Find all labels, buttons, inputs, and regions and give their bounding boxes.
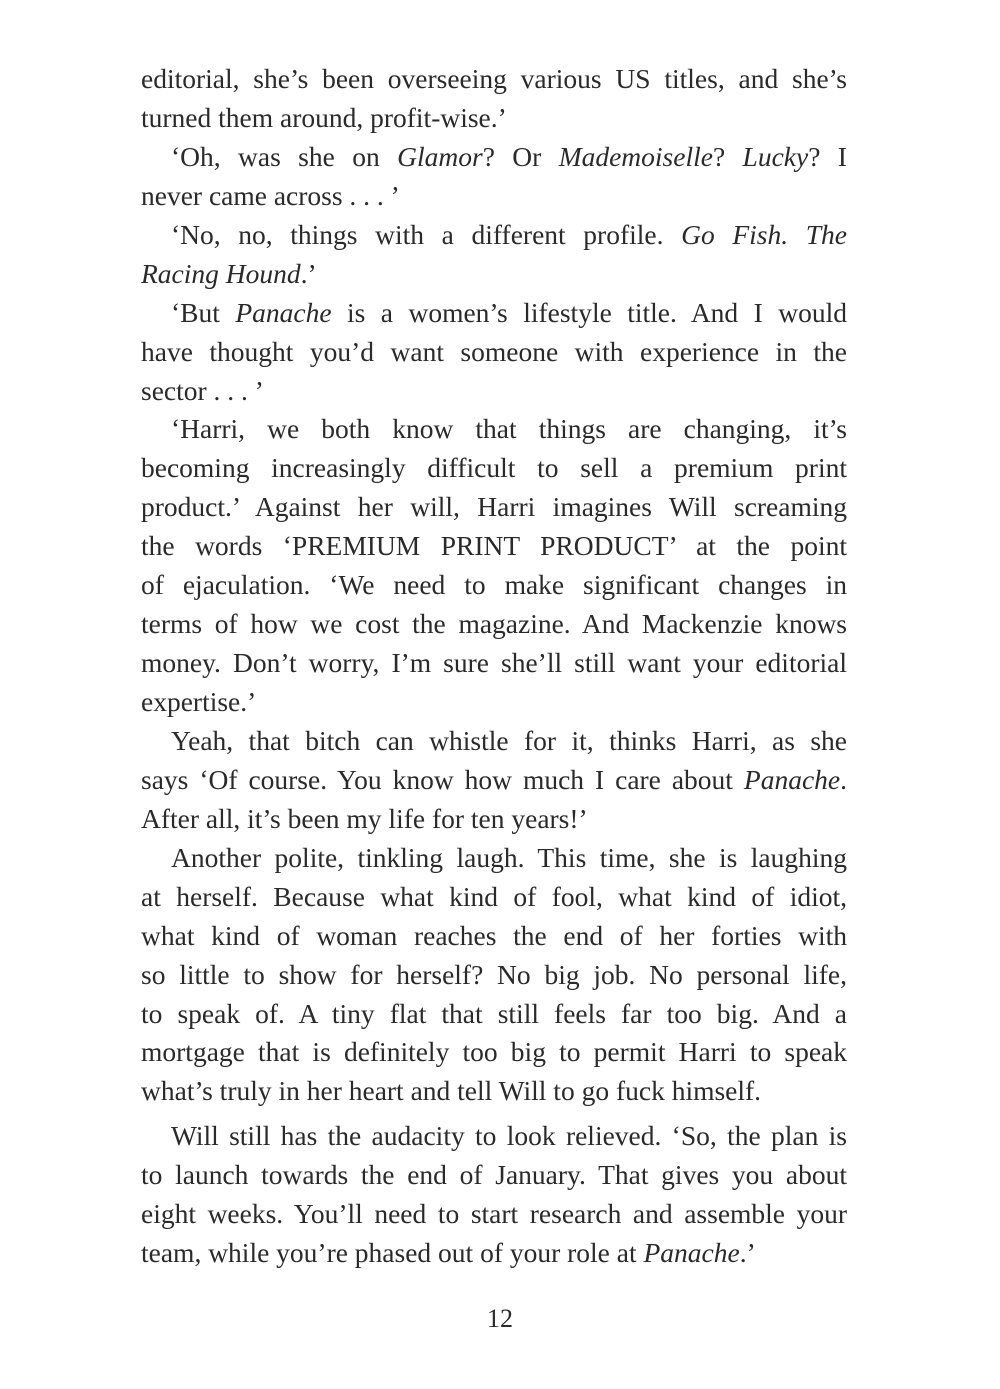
text-segment: Will still has the audacity to look relieved. ‘So, the plan is — [171, 1120, 847, 1152]
text-line — [141, 527, 847, 566]
text-segment: ‘Harri, we both know that things are changing, it’s — [171, 413, 847, 445]
text-segment: says ‘Of course. You know how much I care about — [141, 763, 744, 795]
text-segment: ? — [712, 140, 743, 172]
text-line — [141, 216, 847, 255]
text-line — [141, 294, 847, 333]
text-line — [141, 839, 847, 878]
italic-text: Glamor — [397, 140, 483, 172]
text-line — [141, 917, 847, 956]
text-segment: money. Don’t worry, I’m sure she’ll still want your editorial — [141, 647, 847, 679]
text-line — [141, 1156, 847, 1195]
text-line — [141, 722, 847, 761]
text-segment: what’s truly in her heart and tell Will to go fuck himself. — [141, 1075, 762, 1107]
italic-text: Racing Hound — [141, 257, 301, 289]
text-segment: turned them around, profit-wise.’ — [141, 101, 507, 133]
text-line — [141, 410, 847, 449]
text-line — [141, 956, 847, 995]
text-segment: at herself. Because what kind of fool, what kind of idiot, — [141, 880, 847, 912]
text-line — [141, 1033, 847, 1072]
italic-text: Go Fish. The — [681, 218, 847, 250]
text-segment: eight weeks. You’ll need to start research and assemble your — [141, 1198, 847, 1230]
text-segment: product.’ Against her will, Harri imagines Will screaming — [141, 491, 847, 523]
text-segment: Yeah, that bitch can whistle for it, thinks Harri, as she — [171, 724, 847, 756]
text-line — [141, 99, 847, 138]
text-line — [141, 60, 847, 99]
text-segment: becoming increasingly difficult to sell a premium print — [141, 452, 847, 484]
text-line — [141, 1234, 847, 1273]
text-line — [141, 1072, 847, 1111]
text-segment: of ejaculation. ‘We need to make significant changes in — [141, 569, 847, 601]
text-line — [141, 566, 847, 605]
text-segment: have thought you’d want someone with experience in the — [141, 335, 847, 367]
italic-text: Lucky — [742, 140, 809, 172]
text-line — [141, 488, 847, 527]
page-number: 12 — [487, 1304, 513, 1333]
text-segment: is a women’s lifestyle title. And I would — [331, 296, 847, 328]
text-segment: After all, it’s been my life for ten years!’ — [141, 802, 588, 834]
text-segment: ‘No, no, things with a different profile. — [171, 218, 682, 250]
text-segment: ? I — [808, 140, 847, 172]
text-line — [141, 644, 847, 683]
body-text — [141, 60, 847, 1273]
text-line — [141, 683, 847, 722]
text-segment: sector . . . ’ — [141, 374, 264, 406]
italic-text: Panache — [643, 1237, 740, 1269]
text-segment: team, while you’re phased out of your role at — [141, 1237, 644, 1269]
text-line — [141, 1195, 847, 1234]
text-segment: Another polite, tinkling laugh. This time, she is laughing — [171, 841, 847, 873]
italic-text: Mademoiselle — [558, 140, 713, 172]
text-segment: ‘Oh, was she on — [171, 140, 398, 172]
text-line — [141, 333, 847, 372]
text-segment: expertise.’ — [141, 686, 257, 717]
text-segment: editorial, she’s been overseeing various US titles, and she’s — [141, 63, 847, 94]
text-line — [141, 605, 847, 644]
text-line — [141, 449, 847, 488]
text-line — [141, 177, 847, 216]
text-segment: mortgage that is definitely too big to permit Harri to speak — [141, 1036, 847, 1068]
text-segment: terms of how we cost the magazine. And Mackenzie knows — [141, 608, 847, 640]
text-segment: so little to show for herself? No big job. No personal life, — [141, 958, 847, 990]
text-segment: to launch towards the end of January. That gives you about — [141, 1159, 847, 1191]
text-line — [141, 761, 847, 800]
text-line — [141, 800, 847, 839]
text-segment: .’ — [300, 257, 317, 289]
italic-text: Panache — [743, 763, 841, 795]
text-segment: ? Or — [482, 140, 559, 172]
text-line — [141, 1117, 847, 1156]
italic-text: Panache — [235, 296, 332, 328]
text-segment: .’ — [739, 1237, 756, 1269]
text-segment: what kind of woman reaches the end of her forties with — [141, 919, 847, 951]
text-line — [141, 372, 847, 411]
text-segment: the words ‘PREMIUM PRINT PRODUCT’ at the point — [141, 530, 847, 562]
text-segment: ‘But — [171, 296, 236, 328]
text-line — [141, 255, 847, 294]
text-line — [141, 138, 847, 177]
text-segment: . — [840, 763, 847, 795]
text-line — [141, 878, 847, 917]
text-segment: to speak of. A tiny flat that still feels far too big. And a — [141, 997, 847, 1029]
text-line — [141, 995, 847, 1034]
text-segment: never came across . . . ’ — [141, 179, 400, 211]
